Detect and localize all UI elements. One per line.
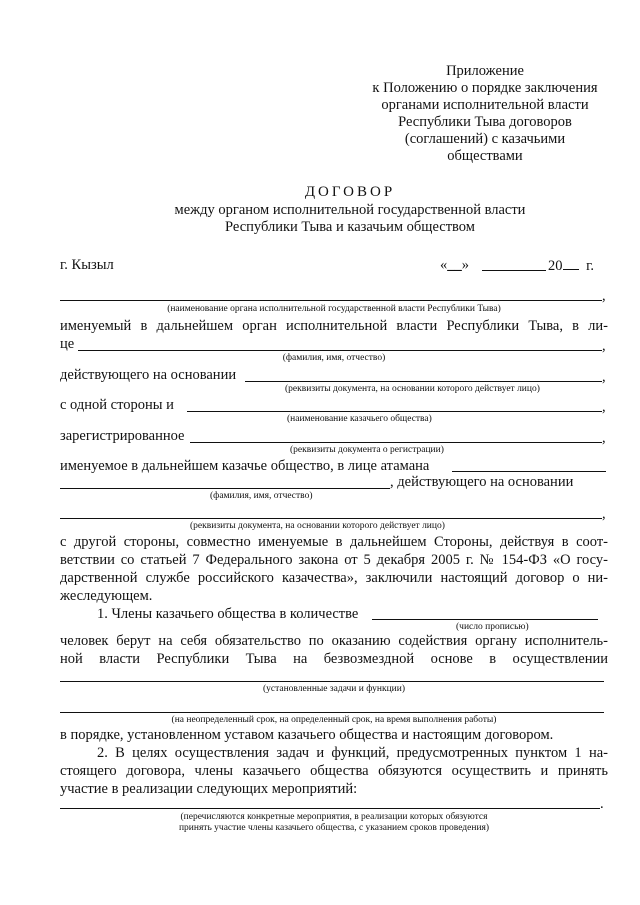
organ-field[interactable] — [60, 300, 602, 301]
events-field[interactable] — [60, 808, 600, 809]
date-year — [548, 257, 594, 275]
text-other-4: жеследующем. — [60, 588, 153, 604]
fio2-field[interactable] — [60, 488, 390, 489]
society-field[interactable] — [187, 411, 602, 412]
fio1-field[interactable] — [78, 350, 602, 351]
document-subtitle-1: между органом исполнительной государственной власти — [174, 202, 526, 218]
reg-field[interactable] — [190, 442, 602, 443]
text-p1-start: 1. Члены казачьего общества в количестве — [97, 606, 359, 622]
appendix-line: Приложение — [446, 63, 524, 79]
text-p1-end: в порядке, установленном уставом казачьего общества и настоящим договором. — [60, 727, 554, 743]
text-named-1: именуемый в дальнейшем орган исполнительной власти Республики Тыва, в ли- — [60, 318, 608, 334]
caption-fio2: (фамилия, имя, отчество) — [210, 491, 313, 501]
caption-organ: (наименование органа исполнительной государственной власти Республики Тыва) — [167, 304, 501, 314]
text-p2-2: стоящего договора, члены казачьего общества обязуются осуществить и принять — [60, 763, 608, 779]
date-day: __ — [447, 257, 462, 273]
date-year-prefix: 20 — [548, 258, 563, 274]
text-registered: зарегистрированное — [60, 428, 185, 444]
society-comma: , — [602, 399, 606, 415]
caption-term: (на неопределенный срок, на определенный срок, на время выполнения работы) — [171, 715, 497, 725]
ataman-field[interactable] — [452, 471, 606, 472]
doc1-comma: , — [602, 369, 606, 385]
doc2-comma: , — [602, 506, 606, 522]
caption-count: (число прописью) — [456, 622, 529, 632]
appendix-line: органами исполнительной власти — [381, 97, 589, 113]
appendix-block — [360, 63, 610, 165]
text-p1-1: человек берут на себя обязательство по оказанию содействия органу исполнитель- — [60, 633, 608, 649]
document-title: ДОГОВОР — [304, 184, 396, 200]
tasks-field[interactable] — [60, 681, 604, 682]
document-subtitle-2: Республики Тыва и казачьим обществом — [225, 219, 475, 235]
caption-tasks: (установленные задачи и функции) — [262, 684, 406, 694]
organ-comma: , — [602, 288, 606, 304]
term-field[interactable] — [60, 712, 604, 713]
appendix-line: обществами — [447, 148, 523, 164]
text-p1-2: ной власти Республики Тыва на безвозмездной основе в осуществлении — [60, 651, 608, 667]
text-other-2: ветствии со статьей 7 Федерального закона от 5 декабря 2005 г. № 154-ФЗ «О госу- — [60, 552, 608, 568]
text-acting: действующего на основании — [60, 367, 237, 383]
date-year-suffix: г. — [586, 258, 595, 274]
appendix-line: Республики Тыва договоров — [398, 114, 572, 130]
date-open-quote: « — [440, 257, 448, 273]
text-p2-1: 2. В целях осуществления задач и функций, предусмотренных пунктом 1 на- — [97, 745, 608, 761]
date-year-blank — [563, 257, 579, 270]
appendix-line: (соглашений) с казачьими — [404, 131, 566, 147]
caption-reg: (реквизиты документа о регистрации) — [290, 445, 444, 455]
caption-events-1: (перечисляются конкретные мероприятия, в реализации которых обязуются — [180, 812, 488, 822]
caption-events-2: принять участие члены казачьего общества, с указанием сроков проведения) — [178, 823, 490, 833]
caption-doc1: (реквизиты документа, на основании которого действует лицо) — [285, 384, 540, 394]
date-line — [440, 257, 469, 274]
doc2-field[interactable] — [60, 518, 602, 519]
place: г. Кызыл — [60, 257, 114, 273]
doc1-field[interactable] — [245, 381, 602, 382]
count-field[interactable] — [372, 619, 598, 620]
text-other-3: дарственной службе российского казачества», заключили настоящий договор о ни- — [60, 570, 608, 586]
caption-doc2: (реквизиты документа, на основании которого действует лицо) — [190, 521, 445, 531]
caption-fio1: (фамилия, имя, отчество) — [282, 353, 386, 363]
text-society-named: именуемое в дальнейшем казачье общество, в лице атамана — [60, 458, 430, 474]
appendix-line: к Положению о порядке заключения — [372, 80, 598, 96]
date-close-quote: » — [461, 257, 469, 273]
text-acting2: , действующего на основании — [390, 474, 574, 490]
fio1-comma: , — [602, 338, 606, 354]
reg-comma: , — [602, 430, 606, 446]
caption-society: (наименование казачьего общества) — [287, 414, 432, 424]
date-month-line — [482, 270, 546, 271]
text-named-2: це — [60, 336, 75, 352]
text-one-side: с одной стороны и — [60, 397, 174, 413]
text-other-1: с другой стороны, совместно именуемые в дальнейшем Стороны, действуя в соот- — [60, 534, 608, 550]
events-period: . — [600, 796, 604, 812]
text-p2-3: участие в реализации следующих мероприятий: — [60, 781, 358, 797]
